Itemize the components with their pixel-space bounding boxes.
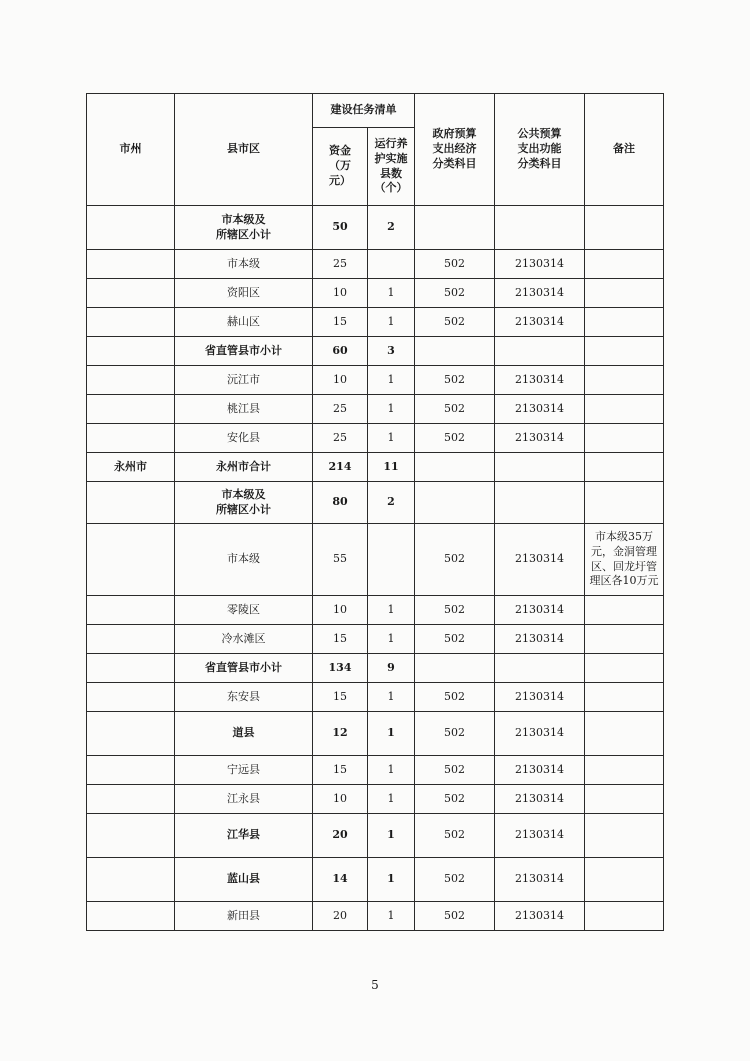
cell-city: [87, 902, 175, 931]
table-row: [87, 206, 664, 250]
cell-county: 市本级及 所辖区小计: [175, 206, 313, 250]
cell-remark: [585, 250, 664, 279]
cell-func: 2130314: [495, 902, 585, 931]
cell-count: [368, 250, 415, 279]
cell-func: 2130314: [495, 524, 585, 596]
cell-func: 2130314: [495, 279, 585, 308]
cell-fund: 15: [313, 756, 368, 785]
header-fund: 资金 （万 元）: [313, 128, 368, 206]
cell-econ: 502: [415, 683, 495, 712]
cell-remark: 市本级35万元，金洞管理区、回龙圩管理区各10万元: [585, 524, 664, 596]
cell-econ: 502: [415, 424, 495, 453]
cell-count: 3: [368, 337, 415, 366]
cell-func: 2130314: [495, 250, 585, 279]
table-row: [87, 250, 664, 279]
cell-remark: [585, 395, 664, 424]
cell-count: [368, 524, 415, 596]
cell-func: [495, 206, 585, 250]
cell-fund: 20: [313, 902, 368, 931]
cell-count: 2: [368, 206, 415, 250]
cell-city: [87, 785, 175, 814]
cell-func: 2130314: [495, 712, 585, 756]
cell-func: 2130314: [495, 366, 585, 395]
cell-econ: 502: [415, 712, 495, 756]
cell-count: 1: [368, 814, 415, 858]
cell-count: 1: [368, 596, 415, 625]
header-city: 市州: [87, 94, 175, 206]
table-row: [87, 308, 664, 337]
cell-count: 1: [368, 625, 415, 654]
cell-county: 沅江市: [175, 366, 313, 395]
table-row: [87, 785, 664, 814]
header-county: 县市区: [175, 94, 313, 206]
cell-fund: 10: [313, 366, 368, 395]
table-row: [87, 712, 664, 756]
cell-count: 1: [368, 712, 415, 756]
cell-func: [495, 453, 585, 482]
cell-city: [87, 712, 175, 756]
cell-econ: 502: [415, 395, 495, 424]
cell-fund: 20: [313, 814, 368, 858]
cell-func: [495, 337, 585, 366]
table-row: [87, 366, 664, 395]
cell-econ: [415, 206, 495, 250]
cell-count: 1: [368, 308, 415, 337]
cell-econ: 502: [415, 279, 495, 308]
table-row: [87, 654, 664, 683]
cell-fund: 25: [313, 395, 368, 424]
cell-count: 2: [368, 482, 415, 524]
cell-func: 2130314: [495, 625, 585, 654]
cell-county: 赫山区: [175, 308, 313, 337]
table-row: [87, 756, 664, 785]
cell-remark: [585, 712, 664, 756]
cell-func: 2130314: [495, 424, 585, 453]
table-row: [87, 596, 664, 625]
table-row: [87, 814, 664, 858]
table-row: [87, 858, 664, 902]
cell-remark: [585, 206, 664, 250]
cell-func: 2130314: [495, 858, 585, 902]
cell-func: 2130314: [495, 814, 585, 858]
cell-econ: 502: [415, 524, 495, 596]
cell-county: 桃江县: [175, 395, 313, 424]
cell-county: 省直管县市小计: [175, 654, 313, 683]
cell-remark: [585, 654, 664, 683]
cell-city: [87, 250, 175, 279]
cell-city: [87, 206, 175, 250]
cell-fund: 15: [313, 308, 368, 337]
cell-county: 东安县: [175, 683, 313, 712]
cell-county: 道县: [175, 712, 313, 756]
table-body: [87, 94, 664, 931]
cell-city: [87, 337, 175, 366]
cell-fund: 10: [313, 596, 368, 625]
cell-city: [87, 683, 175, 712]
cell-count: 11: [368, 453, 415, 482]
cell-fund: 214: [313, 453, 368, 482]
header-task-list: 建设任务清单: [313, 94, 415, 128]
cell-fund: 50: [313, 206, 368, 250]
cell-fund: 10: [313, 279, 368, 308]
cell-remark: [585, 858, 664, 902]
table-row: [87, 902, 664, 931]
cell-city: 永州市: [87, 453, 175, 482]
cell-county: 永州市合计: [175, 453, 313, 482]
cell-fund: 25: [313, 424, 368, 453]
cell-county: 市本级: [175, 250, 313, 279]
cell-remark: [585, 366, 664, 395]
table-row: [87, 482, 664, 524]
cell-econ: 502: [415, 366, 495, 395]
cell-func: 2130314: [495, 785, 585, 814]
cell-econ: 502: [415, 902, 495, 931]
cell-fund: 15: [313, 625, 368, 654]
cell-fund: 60: [313, 337, 368, 366]
cell-econ: 502: [415, 785, 495, 814]
cell-count: 1: [368, 424, 415, 453]
table-row: [87, 625, 664, 654]
cell-remark: [585, 453, 664, 482]
cell-func: 2130314: [495, 596, 585, 625]
cell-econ: [415, 482, 495, 524]
cell-func: [495, 482, 585, 524]
cell-remark: [585, 683, 664, 712]
cell-count: 1: [368, 756, 415, 785]
cell-remark: [585, 596, 664, 625]
cell-fund: 14: [313, 858, 368, 902]
cell-fund: 134: [313, 654, 368, 683]
table-row: [87, 524, 664, 596]
cell-econ: 502: [415, 814, 495, 858]
allocation-table: [86, 93, 664, 931]
cell-county: 市本级及 所辖区小计: [175, 482, 313, 524]
cell-fund: 80: [313, 482, 368, 524]
page-number: 5: [371, 978, 379, 992]
cell-county: 江永县: [175, 785, 313, 814]
cell-func: 2130314: [495, 395, 585, 424]
cell-count: 1: [368, 902, 415, 931]
header-row-1: [87, 94, 664, 128]
cell-remark: [585, 482, 664, 524]
cell-city: [87, 814, 175, 858]
cell-count: 1: [368, 785, 415, 814]
cell-city: [87, 279, 175, 308]
cell-func: 2130314: [495, 308, 585, 337]
cell-remark: [585, 337, 664, 366]
cell-econ: 502: [415, 756, 495, 785]
cell-city: [87, 596, 175, 625]
cell-fund: 25: [313, 250, 368, 279]
cell-city: [87, 756, 175, 785]
cell-fund: 10: [313, 785, 368, 814]
header-func-category: 公共预算 支出功能 分类科目: [495, 94, 585, 206]
cell-econ: 502: [415, 596, 495, 625]
cell-city: [87, 395, 175, 424]
cell-remark: [585, 308, 664, 337]
cell-remark: [585, 785, 664, 814]
cell-city: [87, 524, 175, 596]
cell-econ: [415, 654, 495, 683]
cell-county: 宁远县: [175, 756, 313, 785]
cell-count: 1: [368, 858, 415, 902]
cell-county: 资阳区: [175, 279, 313, 308]
header-econ-category: 政府预算 支出经济 分类科目: [415, 94, 495, 206]
cell-city: [87, 625, 175, 654]
cell-count: 1: [368, 366, 415, 395]
cell-remark: [585, 902, 664, 931]
cell-econ: 502: [415, 308, 495, 337]
cell-county: 江华县: [175, 814, 313, 858]
cell-county: 新田县: [175, 902, 313, 931]
cell-county: 市本级: [175, 524, 313, 596]
cell-count: 1: [368, 279, 415, 308]
table-row: [87, 279, 664, 308]
cell-county: 冷水滩区: [175, 625, 313, 654]
cell-econ: 502: [415, 250, 495, 279]
table-row: [87, 395, 664, 424]
cell-county: 省直管县市小计: [175, 337, 313, 366]
cell-econ: 502: [415, 625, 495, 654]
cell-func: 2130314: [495, 756, 585, 785]
cell-county: 安化县: [175, 424, 313, 453]
table-row: [87, 683, 664, 712]
cell-remark: [585, 279, 664, 308]
cell-econ: [415, 337, 495, 366]
cell-econ: [415, 453, 495, 482]
cell-func: [495, 654, 585, 683]
cell-city: [87, 482, 175, 524]
cell-city: [87, 654, 175, 683]
cell-fund: 55: [313, 524, 368, 596]
cell-econ: 502: [415, 858, 495, 902]
cell-fund: 12: [313, 712, 368, 756]
table-row: [87, 453, 664, 482]
cell-remark: [585, 814, 664, 858]
cell-city: [87, 308, 175, 337]
table-row: [87, 424, 664, 453]
cell-count: 9: [368, 654, 415, 683]
cell-count: 1: [368, 395, 415, 424]
header-count: 运行养 护实施 县数 （个）: [368, 128, 415, 206]
cell-count: 1: [368, 683, 415, 712]
cell-city: [87, 366, 175, 395]
cell-remark: [585, 424, 664, 453]
cell-county: 蓝山县: [175, 858, 313, 902]
header-remark: 备注: [585, 94, 664, 206]
cell-remark: [585, 756, 664, 785]
cell-county: 零陵区: [175, 596, 313, 625]
cell-remark: [585, 625, 664, 654]
table-row: [87, 337, 664, 366]
cell-fund: 15: [313, 683, 368, 712]
cell-city: [87, 424, 175, 453]
cell-func: 2130314: [495, 683, 585, 712]
cell-city: [87, 858, 175, 902]
